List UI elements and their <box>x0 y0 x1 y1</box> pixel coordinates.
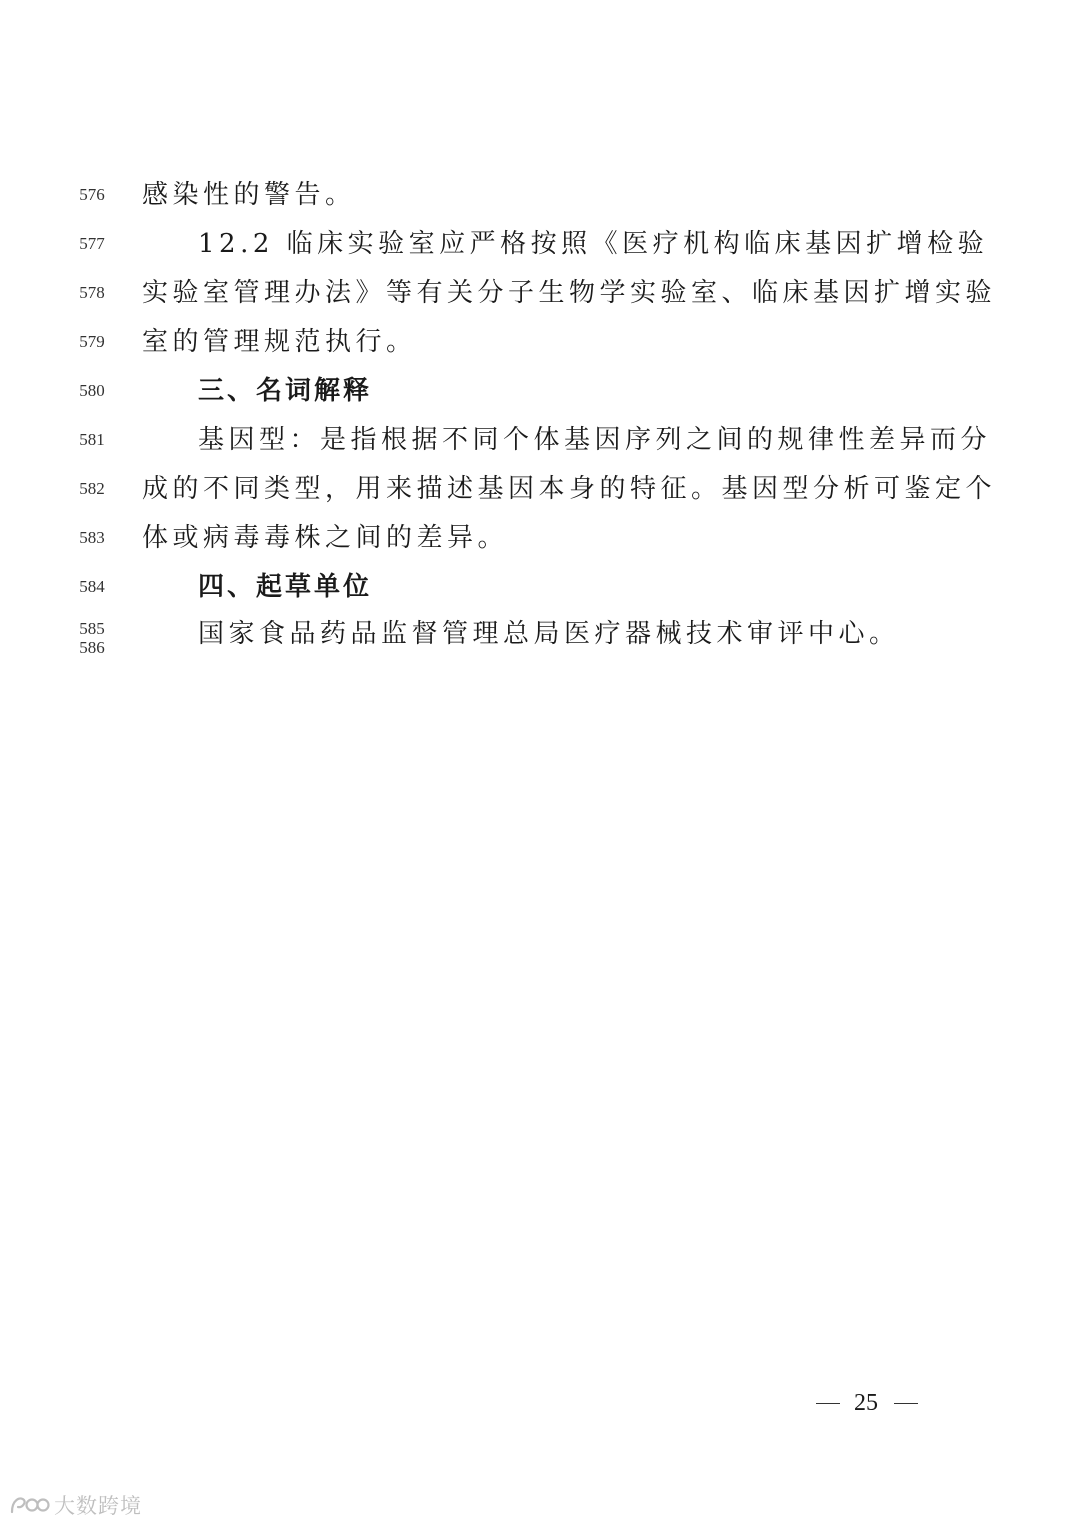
line-number: 586 <box>79 638 105 657</box>
body-text: 体或病毒毒株之间的差异。 <box>142 523 509 553</box>
line-number: 579 <box>79 332 105 351</box>
line-582 <box>0 469 1080 509</box>
line-number: 585 <box>79 619 105 638</box>
watermark <box>8 1490 142 1520</box>
dashuju-logo-icon <box>8 1492 50 1518</box>
body-text: 成的不同类型，用来描述基因本身的特征。基因型分析可鉴定个 <box>142 474 997 504</box>
section-heading: 三、名词解释 <box>198 376 373 406</box>
line-580 <box>0 371 1080 411</box>
footer-dash-right <box>894 1403 918 1404</box>
line-number: 580 <box>79 381 105 400</box>
body-text: 基因型：是指根据不同个体基因序列之间的规律性差异而分 <box>198 425 992 455</box>
line-number: 576 <box>79 185 105 204</box>
line-579 <box>0 322 1080 362</box>
line-586 <box>0 614 1080 657</box>
body-text: 感染性的警告。 <box>142 180 356 210</box>
line-number: 578 <box>79 283 105 302</box>
line-584 <box>0 567 1080 607</box>
line-number: 577 <box>79 234 105 253</box>
footer-dash-left <box>816 1403 840 1404</box>
line-583 <box>0 518 1080 558</box>
line-number: 582 <box>79 479 105 498</box>
line-number: 581 <box>79 430 105 449</box>
page-footer <box>810 1386 920 1420</box>
line-578 <box>0 273 1080 313</box>
section-heading: 四、起草单位 <box>198 572 373 602</box>
line-577 <box>0 224 1080 264</box>
body-text: 12.2 临床实验室应严格按照《医疗机构临床基因扩增检验 <box>198 229 989 259</box>
line-581 <box>0 420 1080 460</box>
body-text: 实验室管理办法》等有关分子生物学实验室、临床基因扩增实验 <box>142 278 997 308</box>
line-576 <box>0 175 1080 215</box>
body-text: 国家食品药品监督管理总局医疗器械技术审评中心。 <box>198 619 900 649</box>
line-number: 583 <box>79 528 105 547</box>
line-number: 584 <box>79 577 105 596</box>
page-number: 25 <box>854 1390 878 1416</box>
watermark-text: 大数跨境 <box>54 1494 142 1518</box>
body-text: 室的管理规范执行。 <box>142 327 417 357</box>
